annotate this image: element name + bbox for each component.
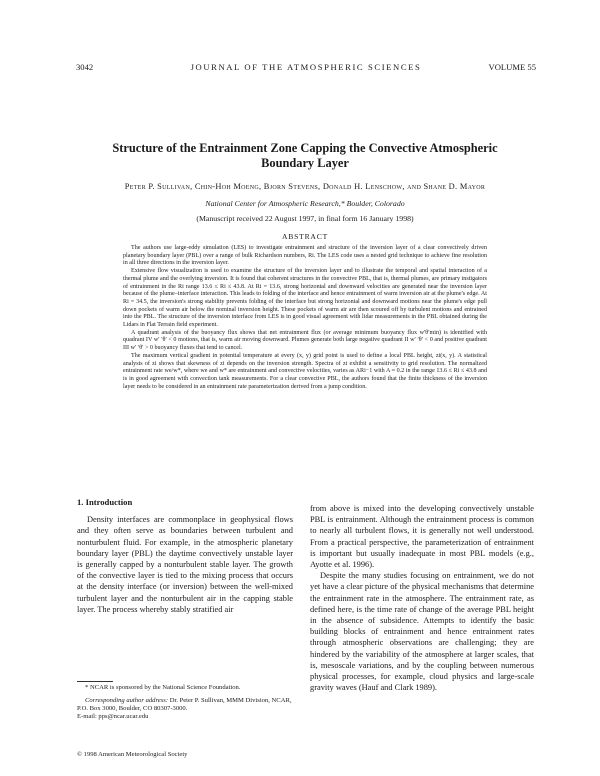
- intro-paragraph: from above is mixed into the developing convectively unstable PBL is entrainment. Although the entrainment process is common to nearly all turbulent flows, it is generally not well understood. From a practical perspective, the parameterization of entrainment is important but usually inadequate in most PBL models (e.g., Ayotte et al. 1996).: [310, 504, 534, 570]
- paper-title: Structure of the Entrainment Zone Capping the Convective Atmospheric Boundary Layer: [112, 141, 498, 170]
- intro-paragraph: Density interfaces are commonplace in geophysical flows and they often serve as boundaries between turbulent and nonturbulent fluid. For example, in the atmospheric planetary boundary layer (PBL) the daytime convectively unstable layer is generally capped by a nonturbulent stable layer. The growth of the convective layer is tied to the mixing process that occurs at the density interface (or inversion) between the well-mixed turbulent layer and the nonturbulent air in the capping stable layer. The process whereby stably stratified air: [77, 515, 293, 614]
- copyright-notice: © 1998 American Meteorological Society: [77, 751, 188, 758]
- abstract-heading: ABSTRACT: [281, 232, 329, 241]
- footnote-divider: [77, 681, 113, 682]
- volume-number: VOLUME 55: [488, 62, 536, 72]
- section-heading: 1. Introduction: [77, 497, 133, 507]
- sponsor-footnote: * NCAR is sponsored by the National Science Foundation.: [85, 684, 241, 691]
- abstract-paragraph: The maximum vertical gradient in potential temperature at every (x, y) grid point is used to define a local PBL height, zi(x, y). A statistical analysis of zi shows that skewness of zi depends on the inversion strength. Spectra of zi exhibit a sensitivity to grid resolution. The normalized entrainment rate we/w*, where we and w* are entrainment and convective velocities, varies as ARi−1 with A ≈ 0.2 in the range 13.6 ≤ Ri ≤ 43.8 and is in good agreement with convection tank measurements. For a clear convective PBL, the authors found that the finite thickness of the inversion layer needs to be considered in an entrainment rate parameterization derived from a jump condition.: [123, 352, 487, 390]
- abstract-paragraph: A quadrant analysis of the buoyancy flux shows that net entrainment flux (or average minimum buoyancy flux w′θ′min) is identified with quadrant IV w′ ′θ′ < 0 motions, that is, warm air moving downward. Plumes generate both large negative quadrant II w′ ′θ′ < 0 and positive quadrant III w′ ′θ′ > 0 buoyancy fluxes that tend to cancel.: [123, 329, 487, 352]
- footnotes: [77, 684, 293, 721]
- author-list: Peter P. Sullivan, Chin-Hoh Moeng, Bjorn Stevens, Donald H. Lenschow, and Shane D. Mayor: [124, 182, 486, 191]
- right-column: [310, 503, 534, 693]
- left-column: [77, 497, 293, 615]
- page-number: 3042: [76, 62, 94, 72]
- corresponding-author-address: Dr. Peter P. Sullivan, MMM Division, NCAR, P.O. Box 3000, Boulder, CO 80307-3000.: [77, 697, 292, 712]
- journal-name: JOURNAL OF THE ATMOSPHERIC SCIENCES: [190, 62, 422, 72]
- received-dates: (Manuscript received 22 August 1997, in final form 16 January 1998): [196, 214, 414, 223]
- corresponding-author-label: Corresponding author address:: [85, 697, 169, 704]
- email-line: E-mail: pps@ncar.ucar.edu: [77, 713, 149, 720]
- abstract: [123, 245, 487, 391]
- intro-paragraph: Despite the many studies focusing on entrainment, we do not yet have a clear picture of the physical mechanisms that determine the entrainment rate in the atmosphere. The entrainment rate, as defined here, is the time rate of change of the average PBL height in the absence of subsidence. Attempts to identify the basic building blocks of entrainment and hence entrainment rates through atmospheric observations are challenging; they are hindered by the variability of the atmosphere at larger scales, that is, mesoscale variations, and by the coupling between numerous physical processes, for example, cloud physics and large-scale gravity waves (Hauf and Clark 1989).: [310, 571, 534, 693]
- corresponding-author: [77, 697, 293, 713]
- affiliation: National Center for Atmospheric Research,* Boulder, Colorado: [205, 199, 405, 208]
- running-head: [76, 62, 536, 74]
- abstract-paragraph: Extensive flow visualization is used to examine the structure of the inversion layer and to illustrate the temporal and spatial interaction of a thermal plume and the overlying inversion. It is found that coherent structures in the convective PBL, that is, thermal plumes, are primary instigators of entrainment in the Ri range 13.6 ≤ Ri ≤ 43.8. At Ri = 13.6, strong horizontal and downward velocities are generated near the inversion layer because of the plume–interface interaction. This leads to folding of the interface and hence entrainment of warm inversion air at the plume's edge. At Ri = 34.5, the inversion's strong stability prevents folding of the interface but strong horizontal and downward motions near the plume's edge pull down pockets of warm air below the nominal inversion height. These pockets of warm air are then scoured off by turbulent motions and entrained into the PBL. The structure of the inversion interface from LES is in good visual agreement with lidar measurements in the PBL obtained during the Lidars in Flat Terrain field experiment.: [123, 268, 487, 329]
- abstract-paragraph: The authors use large-eddy simulation (LES) to investigate entrainment and structure of the inversion layer of a clear convectively driven planetary boundary layer (PBL) over a range of bulk Richardson numbers, Ri. The LES code uses a nested grid technique to achieve fine resolution in all three directions in the inversion layer.: [123, 245, 487, 267]
